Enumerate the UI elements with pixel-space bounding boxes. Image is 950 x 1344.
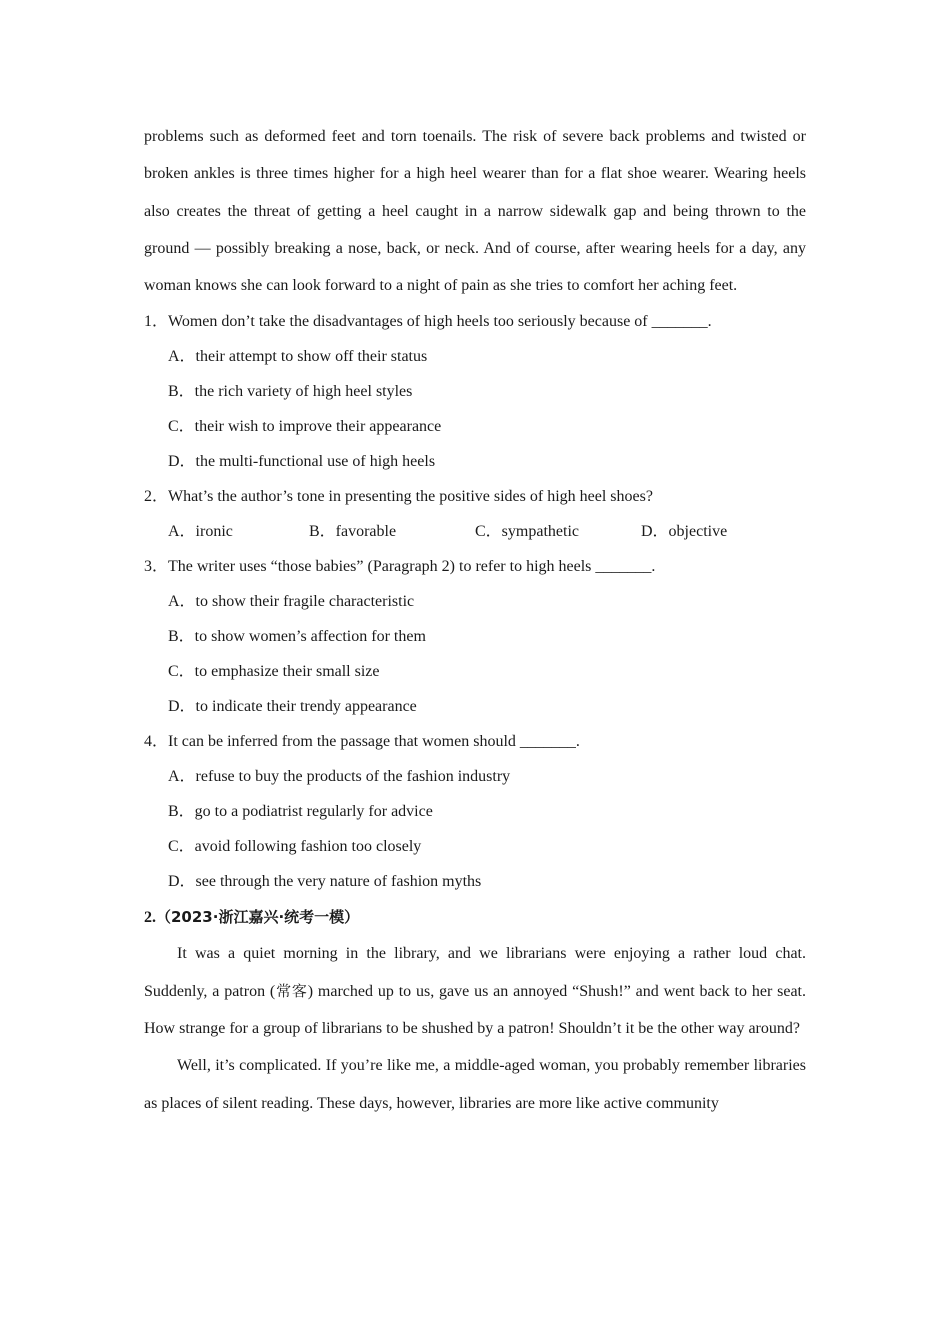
question-3	[144, 549, 806, 724]
question-stem: 1．Women don’t take the disadvantages of high heels too seriously because of _______.	[144, 313, 712, 331]
question-stem: 3．The writer uses “those babies” (Paragraph 2) to refer to high heels _______.	[144, 558, 656, 576]
option-b: B．go to a podiatrist regularly for advice	[168, 803, 433, 821]
question-2	[144, 479, 806, 549]
question-stem: 4．It can be inferred from the passage that women should _______.	[144, 733, 580, 751]
option-b: B．favorable	[309, 523, 397, 541]
option-c: C．to emphasize their small size	[168, 663, 380, 681]
paragraph-text: It was a quiet morning in the library, and we librarians were enjoying a rather loud chat. Suddenly, a patron (	[144, 945, 806, 1000]
passage-paragraph	[144, 935, 806, 1047]
section-source: （2023·浙江嘉兴·统考一模）	[156, 908, 360, 927]
option-a: A．their attempt to show off their status	[168, 348, 428, 366]
option-a: A．ironic	[168, 523, 233, 541]
section-number: 2.	[144, 909, 156, 927]
question-1	[144, 304, 806, 479]
option-c: C．avoid following fashion too closely	[168, 838, 422, 856]
paragraph-text: ) marched up to us, gave us an annoyed “Shush!” and went back to her seat. How strange for a group of librarians to be shushed by a patron! Shouldn’t it be the other way around?	[144, 982, 806, 1038]
option-d: D．objective	[641, 523, 728, 541]
passage-paragraph: Well, it’s complicated. If you’re like me, a middle-aged woman, you probably remember libraries as places of silent reading. These days, however, libraries are more like active community	[144, 1057, 806, 1112]
option-d: D．see through the very nature of fashion myths	[168, 873, 482, 891]
option-d: D．to indicate their trendy appearance	[168, 698, 417, 716]
option-b: B．the rich variety of high heel styles	[168, 383, 413, 401]
option-d: D．the multi-functional use of high heels	[168, 453, 436, 471]
option-c: C．sympathetic	[475, 523, 579, 541]
gloss-chinese: 常客	[275, 981, 308, 1000]
option-a: A．to show their fragile characteristic	[168, 593, 415, 611]
document-page	[144, 118, 806, 1122]
question-4	[144, 724, 806, 899]
option-b: B．to show women’s affection for them	[168, 628, 426, 646]
option-a: A．refuse to buy the products of the fashion industry	[168, 768, 511, 786]
options-row	[168, 514, 806, 549]
passage-paragraph: problems such as deformed feet and torn toenails. The risk of severe back problems and twisted or broken ankles is three times higher for a high heel wearer than for a flat shoe wearer. Wearing heels also creates the threat of getting a heel caught in a narrow sidewalk gap and being thrown to the ground — possibly breaking a nose, back, or neck. And of course, after wearing heels for a day, any woman knows she can look forward to a night of pain as she tries to comfort her aching feet.	[144, 128, 806, 295]
question-stem: 2．What’s the author’s tone in presenting the positive sides of high heel shoes?	[144, 488, 653, 506]
option-c: C．their wish to improve their appearance	[168, 418, 442, 436]
section-heading	[144, 899, 806, 935]
